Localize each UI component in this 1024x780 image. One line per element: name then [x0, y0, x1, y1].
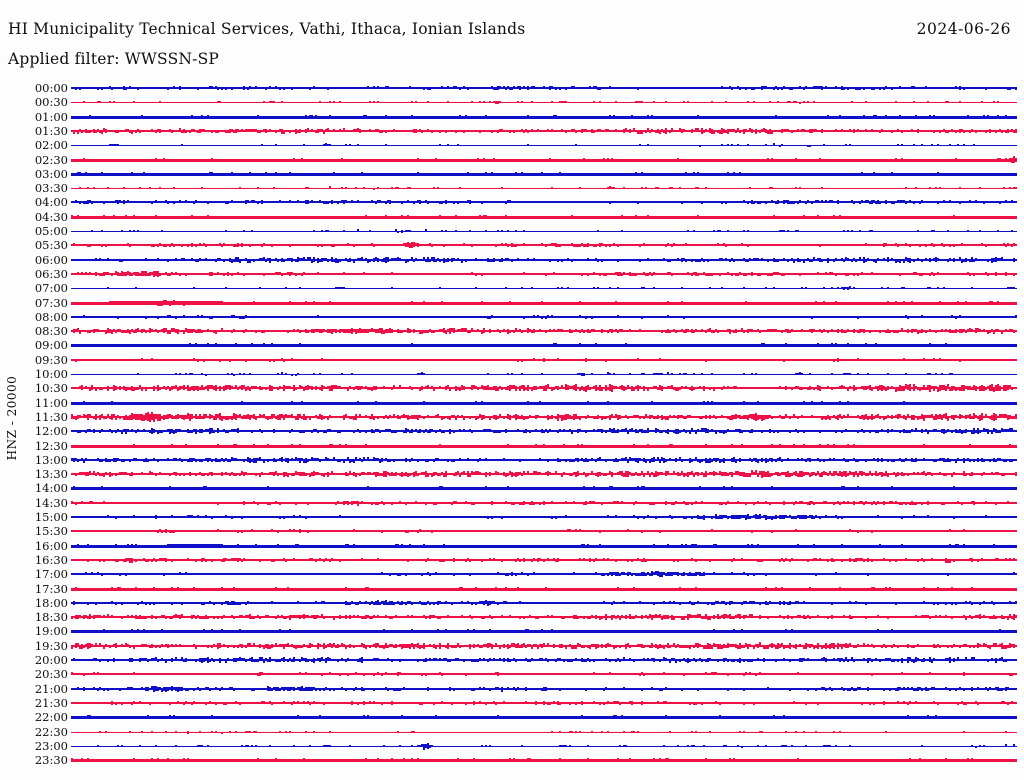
seismogram-trace-1700 [72, 571, 1016, 577]
seismogram-trace-1500 [72, 514, 1016, 520]
time-label-1830: 18:30 [34, 610, 68, 624]
time-label-1400: 14:00 [34, 481, 68, 495]
time-label-0200: 02:00 [34, 138, 68, 152]
seismogram-trace-0800 [72, 315, 1016, 319]
time-label-0030: 00:30 [34, 95, 68, 109]
seismogram-trace-1900 [72, 629, 1016, 633]
time-label-2130: 21:30 [34, 696, 68, 710]
time-label-0230: 02:30 [34, 153, 68, 167]
seismogram-trace-0000 [72, 86, 1016, 90]
applied-filter-label: Applied filter: WWSSN-SP [8, 50, 220, 68]
seismogram-trace-2300 [72, 743, 1016, 750]
time-label-1730: 17:30 [34, 582, 68, 596]
time-label-2300: 23:00 [34, 739, 68, 753]
time-label-1030: 10:30 [34, 381, 68, 395]
seismogram-trace-1330 [72, 470, 1016, 478]
time-label-0800: 08:00 [34, 310, 68, 324]
time-label-2330: 23:30 [34, 753, 68, 767]
seismogram-trace-0200 [72, 143, 1016, 147]
seismogram-trace-0530 [72, 242, 1016, 248]
seismogram-trace-0900 [72, 343, 1016, 347]
time-label-2030: 20:30 [34, 667, 68, 681]
time-label-1700: 17:00 [34, 567, 68, 581]
time-label-0600: 06:00 [34, 253, 68, 267]
seismogram-trace-1400 [72, 486, 1016, 490]
time-label-2200: 22:00 [34, 710, 68, 724]
seismogram-trace-2230 [72, 731, 1016, 734]
time-label-2230: 22:30 [34, 725, 68, 739]
time-label-1230: 12:30 [34, 439, 68, 453]
seismogram-trace-0330 [72, 186, 1016, 190]
time-label-0530: 05:30 [34, 238, 68, 252]
time-label-0300: 03:00 [34, 167, 68, 181]
seismogram-trace-1030 [72, 384, 1016, 392]
seismogram-trace-0700 [72, 286, 1016, 290]
seismogram-trace-1600 [72, 544, 1016, 548]
seismogram-trace-0430 [72, 215, 1016, 219]
seismogram-trace-0230 [72, 156, 1016, 163]
seismogram-trace-0030 [72, 101, 1016, 104]
seismogram-trace-0300 [72, 172, 1016, 176]
seismogram-trace-2030 [72, 672, 1016, 676]
time-label-0730: 07:30 [34, 296, 68, 310]
time-label-1130: 11:30 [34, 410, 68, 424]
time-label-1530: 15:30 [34, 524, 68, 538]
time-label-2100: 21:00 [34, 682, 68, 696]
seismogram-trace-1230 [72, 444, 1016, 448]
time-label-1800: 18:00 [34, 596, 68, 610]
time-label-1330: 13:30 [34, 467, 68, 481]
time-label-1200: 12:00 [34, 424, 68, 438]
time-label-0100: 01:00 [34, 110, 68, 124]
time-label-0630: 06:30 [34, 267, 68, 281]
seismogram-trace-0100 [72, 115, 1016, 119]
channel-scale-label: HNZ - 20000 [5, 375, 19, 461]
seismogram-trace-1930 [72, 642, 1016, 649]
seismogram-trace-2130 [72, 701, 1016, 705]
seismogram-trace-2000 [72, 657, 1016, 663]
seismogram-trace-1200 [72, 428, 1016, 434]
seismogram-trace-0500 [72, 229, 1016, 233]
seismogram-trace-2200 [72, 715, 1016, 719]
time-label-0330: 03:30 [34, 181, 68, 195]
time-label-1430: 14:30 [34, 496, 68, 510]
time-label-1000: 10:00 [34, 367, 68, 381]
seismogram-trace-1730 [72, 587, 1016, 591]
seismogram-trace-1300 [72, 457, 1016, 463]
seismogram-trace-2100 [72, 686, 1016, 692]
date-label: 2024-06-26 [916, 20, 1011, 38]
page-title: HI Municipality Technical Services, Vathi, Ithaca, Ionian Islands [8, 20, 526, 38]
seismogram-trace-0630 [72, 271, 1016, 277]
seismogram-trace-0730 [72, 300, 1016, 306]
time-label-1900: 19:00 [34, 624, 68, 638]
time-label-0930: 09:30 [34, 353, 68, 367]
time-label-0000: 00:00 [34, 81, 68, 95]
time-label-0700: 07:00 [34, 281, 68, 295]
time-label-0400: 04:00 [34, 195, 68, 209]
seismogram-trace-1630 [72, 558, 1016, 563]
seismogram-trace-1800 [72, 600, 1016, 606]
time-label-0500: 05:00 [34, 224, 68, 238]
time-label-1630: 16:30 [34, 553, 68, 567]
time-label-1100: 11:00 [34, 396, 68, 410]
seismogram-trace-0600 [72, 257, 1016, 263]
seismogram-trace-2330 [72, 758, 1016, 762]
seismogram-trace-1830 [72, 614, 1016, 620]
time-label-1500: 15:00 [34, 510, 68, 524]
time-label-1300: 13:00 [34, 453, 68, 467]
seismogram-trace-0400 [72, 200, 1016, 204]
seismogram-trace-1100 [72, 401, 1016, 405]
seismogram-trace-0130 [72, 128, 1016, 134]
seismogram-trace-1430 [72, 501, 1016, 506]
seismogram-trace-1530 [72, 529, 1016, 533]
time-label-0430: 04:30 [34, 210, 68, 224]
time-label-1600: 16:00 [34, 539, 68, 553]
time-label-0830: 08:30 [34, 324, 68, 338]
time-label-1930: 19:30 [34, 639, 68, 653]
seismogram-trace-0930 [72, 358, 1016, 362]
seismogram-trace-1130 [72, 412, 1016, 422]
time-label-0900: 09:00 [34, 338, 68, 352]
seismogram-trace-1000 [72, 372, 1016, 376]
time-label-2000: 20:00 [34, 653, 68, 667]
time-label-0130: 01:30 [34, 124, 68, 138]
seismogram-trace-0830 [72, 328, 1016, 334]
